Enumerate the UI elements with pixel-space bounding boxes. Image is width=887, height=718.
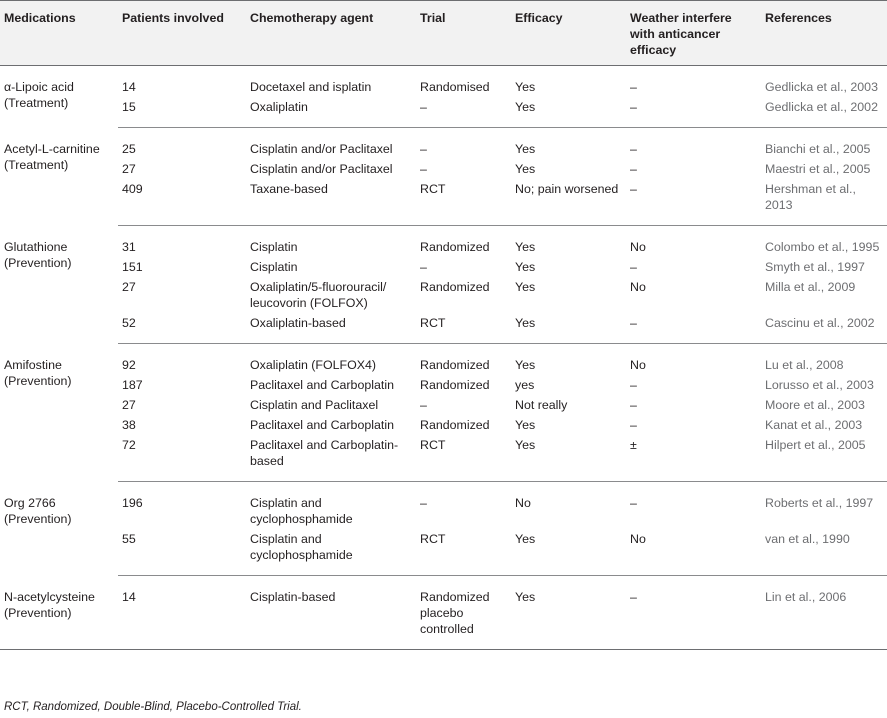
- patients-cell: 27: [122, 162, 136, 176]
- agent-cell: Oxaliplatin: [246, 97, 416, 128]
- table-row: [0, 435, 887, 482]
- table-row: [0, 159, 887, 179]
- medication-cell: Org 2766 (Prevention): [4, 495, 72, 526]
- interfere-cell: –: [626, 313, 761, 344]
- table-footnote: RCT, Randomized, Double-Blind, Placebo-Controlled Trial.: [4, 701, 302, 713]
- agent-cell: Paclitaxel and Carboplatin-based: [246, 435, 416, 482]
- agent-cell: Taxane-based: [246, 179, 416, 226]
- table-row: [0, 277, 887, 313]
- efficacy-cell: Yes: [515, 260, 536, 274]
- reference-cell: Lorusso et al., 2003: [765, 378, 874, 392]
- trial-cell: –: [420, 496, 427, 510]
- efficacy-cell: Yes: [515, 280, 536, 294]
- interfere-cell: –: [626, 576, 761, 650]
- medication-cell: N-acetylcysteine (Prevention): [0, 576, 118, 650]
- agent-cell: Cisplatin and/or Paclitaxel: [250, 162, 393, 176]
- medication-cell: Glutathione (Prevention): [4, 239, 72, 270]
- table-row: [0, 313, 887, 344]
- reference-cell: Gedlicka et al., 2003: [765, 80, 878, 94]
- trial-cell: Randomized: [420, 378, 490, 392]
- efficacy-cell: Yes: [511, 576, 626, 650]
- reference-cell: Milla et al., 2009: [765, 280, 856, 294]
- trial-cell: RCT: [416, 529, 511, 576]
- reference-cell: Moore et al., 2003: [765, 398, 865, 412]
- interfere-cell: –: [630, 80, 637, 94]
- efficacy-cell: Yes: [511, 529, 626, 576]
- efficacy-cell: Yes: [511, 97, 626, 128]
- interfere-cell: –: [626, 97, 761, 128]
- patients-cell: 151: [122, 260, 143, 274]
- trial-cell: Randomized: [420, 358, 490, 372]
- reference-cell: Gedlicka et al., 2002: [761, 97, 887, 128]
- reference-cell: Kanat et al., 2003: [765, 418, 863, 432]
- header-references: References: [761, 1, 887, 66]
- header-medications: Medications: [0, 1, 118, 66]
- patients-cell: 27: [122, 398, 136, 412]
- patients-cell: 14: [118, 576, 246, 650]
- trial-cell: –: [420, 398, 427, 412]
- agent-cell: Oxaliplatin (FOLFOX4): [250, 358, 377, 372]
- reference-cell: Lu et al., 2008: [765, 358, 844, 372]
- table-row: [0, 415, 887, 435]
- table-row: [0, 66, 887, 98]
- agent-cell: Cisplatin and/or Paclitaxel: [250, 142, 393, 156]
- patients-cell: 27: [122, 280, 136, 294]
- table-row: [0, 375, 887, 395]
- reference-cell: Maestri et al., 2005: [765, 162, 871, 176]
- trial-cell: Randomized: [420, 280, 490, 294]
- trial-cell: –: [420, 260, 427, 274]
- interfere-cell: –: [626, 179, 761, 226]
- interfere-cell: No: [630, 280, 646, 294]
- medication-cell: Amifostine (Prevention): [4, 357, 72, 388]
- trial-cell: Randomized placebo controlled: [416, 576, 511, 650]
- patients-cell: 38: [122, 418, 136, 432]
- agent-cell: Oxaliplatin/5-fluorouracil/ leucovorin (FOLFOX): [250, 280, 387, 310]
- medication-cell: Acetyl-L-carnitine (Treatment): [4, 141, 100, 172]
- agent-cell: Paclitaxel and Carboplatin: [250, 418, 394, 432]
- efficacy-cell: Yes: [515, 358, 536, 372]
- interfere-cell: No: [626, 529, 761, 576]
- patients-cell: 14: [122, 80, 136, 94]
- patients-cell: 72: [118, 435, 246, 482]
- header-efficacy: Efficacy: [511, 1, 626, 66]
- table-body: [0, 66, 887, 650]
- header-interfere: Weather interfere with anticancer efficacy: [626, 1, 761, 66]
- interfere-cell: –: [630, 162, 637, 176]
- interfere-cell: –: [630, 260, 637, 274]
- table-row: [0, 344, 887, 376]
- reference-cell: Cascinu et al., 2002: [761, 313, 887, 344]
- reference-cell: van et al., 1990: [761, 529, 887, 576]
- reference-cell: Roberts et al., 1997: [765, 496, 874, 510]
- efficacy-cell: Yes: [515, 418, 536, 432]
- table-row: [0, 257, 887, 277]
- efficacy-cell: No: [515, 496, 531, 510]
- patients-cell: 25: [122, 142, 136, 156]
- reference-cell: Bianchi et al., 2005: [765, 142, 871, 156]
- interfere-cell: No: [630, 240, 646, 254]
- table-row: [0, 97, 887, 128]
- table-row: [0, 128, 887, 160]
- header-patients: Patients involved: [118, 1, 246, 66]
- header-agent: Chemotherapy agent: [246, 1, 416, 66]
- reference-cell: Hershman et al., 2013: [761, 179, 887, 226]
- patients-cell: 187: [122, 378, 143, 392]
- agent-cell: Cisplatin: [250, 260, 298, 274]
- table-row: [0, 482, 887, 530]
- agent-cell: Cisplatin and Paclitaxel: [250, 398, 379, 412]
- trial-cell: –: [420, 162, 427, 176]
- patients-cell: 55: [118, 529, 246, 576]
- efficacy-cell: Yes: [515, 240, 536, 254]
- header-row: [0, 1, 887, 66]
- efficacy-cell: Yes: [515, 80, 536, 94]
- agent-cell: Docetaxel and isplatin: [250, 80, 372, 94]
- table-row: [0, 576, 887, 650]
- efficacy-cell: Yes: [511, 435, 626, 482]
- trial-cell: RCT: [416, 313, 511, 344]
- table-row: [0, 395, 887, 415]
- table-row: [0, 179, 887, 226]
- agent-cell: Oxaliplatin-based: [246, 313, 416, 344]
- interfere-cell: –: [630, 378, 637, 392]
- agent-cell: Cisplatin and cyclophosphamide: [250, 496, 353, 526]
- efficacy-cell: Yes: [515, 142, 536, 156]
- interfere-cell: –: [630, 398, 637, 412]
- agent-cell: Paclitaxel and Carboplatin: [250, 378, 394, 392]
- agent-cell: Cisplatin and cyclophosphamide: [246, 529, 416, 576]
- patients-cell: 31: [122, 240, 136, 254]
- efficacy-cell: No; pain worsened: [511, 179, 626, 226]
- patients-cell: 92: [122, 358, 136, 372]
- reference-cell: Colombo et al., 1995: [765, 240, 880, 254]
- reference-cell: Lin et al., 2006: [761, 576, 887, 650]
- agent-cell: Cisplatin: [250, 240, 298, 254]
- interfere-cell: –: [630, 418, 637, 432]
- efficacy-cell: Yes: [511, 313, 626, 344]
- patients-cell: 15: [118, 97, 246, 128]
- trial-cell: Randomised: [420, 80, 490, 94]
- efficacy-cell: Yes: [515, 162, 536, 176]
- interfere-cell: No: [630, 358, 646, 372]
- interfere-cell: –: [630, 142, 637, 156]
- medication-cell: α-Lipoic acid (Treatment): [4, 80, 74, 110]
- agent-cell: Cisplatin-based: [246, 576, 416, 650]
- reference-cell: Hilpert et al., 2005: [761, 435, 887, 482]
- trial-cell: RCT: [416, 435, 511, 482]
- efficacy-cell: Not really: [515, 398, 568, 412]
- trial-cell: –: [416, 97, 511, 128]
- reference-cell: Smyth et al., 1997: [765, 260, 865, 274]
- interfere-cell: –: [630, 496, 637, 510]
- interfere-cell: ±: [626, 435, 761, 482]
- header-trial: Trial: [416, 1, 511, 66]
- trial-cell: Randomized: [420, 240, 490, 254]
- efficacy-cell: yes: [515, 378, 535, 392]
- trial-cell: Randomized: [420, 418, 490, 432]
- trial-cell: RCT: [416, 179, 511, 226]
- patients-cell: 52: [118, 313, 246, 344]
- table-row: [0, 226, 887, 258]
- patients-cell: 196: [122, 496, 143, 510]
- trial-cell: –: [420, 142, 427, 156]
- table-row: [0, 529, 887, 576]
- patients-cell: 409: [118, 179, 246, 226]
